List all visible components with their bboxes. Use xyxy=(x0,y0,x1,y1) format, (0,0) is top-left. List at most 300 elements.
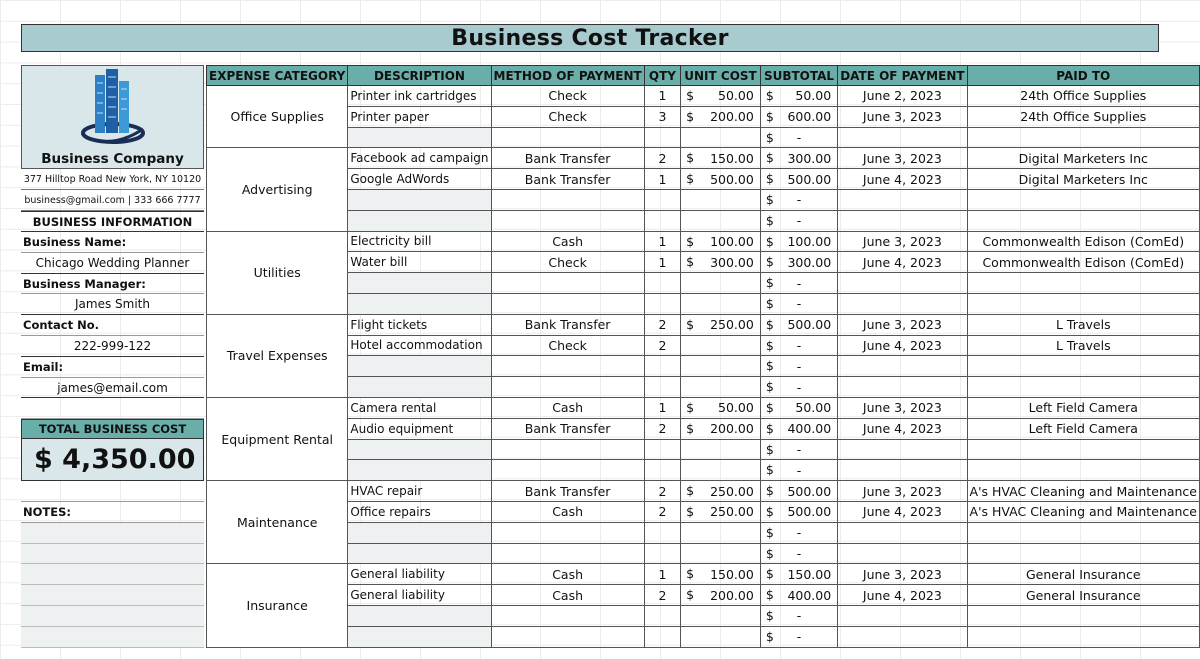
currency-symbol: $ xyxy=(765,295,774,311)
qty-cell[interactable]: 1 xyxy=(644,252,680,273)
payment-method-cell[interactable] xyxy=(491,273,644,294)
unit-cost-cell[interactable] xyxy=(681,189,761,210)
currency-symbol: $ xyxy=(765,129,774,145)
paid-to-cell[interactable]: L Travels xyxy=(967,314,1199,335)
table-row xyxy=(207,356,1200,377)
paid-to-cell[interactable] xyxy=(967,605,1199,626)
unit-cost-value: 100.00 xyxy=(710,233,754,249)
payment-method-cell[interactable]: Cash xyxy=(491,564,644,585)
unit-cost-value: 250.00 xyxy=(710,504,754,520)
description-cell[interactable]: General liability xyxy=(348,564,491,585)
paid-to-cell[interactable] xyxy=(967,626,1199,647)
payment-date-cell[interactable]: June 4, 2023 xyxy=(838,335,967,356)
expense-category-cell[interactable]: Advertising xyxy=(207,148,348,231)
description-cell[interactable] xyxy=(348,605,491,626)
col-header-paid-to: PAID TO xyxy=(967,66,1199,86)
table-row xyxy=(207,252,1200,273)
subtotal-cell[interactable] xyxy=(760,481,837,502)
unit-cost-value: 200.00 xyxy=(710,109,754,125)
unit-cost-cell[interactable] xyxy=(681,314,761,335)
currency-symbol: $ xyxy=(686,566,695,582)
description-cell[interactable]: HVAC repair xyxy=(348,481,491,502)
company-contact: business@gmail.com | 333 666 7777 xyxy=(21,190,204,211)
paid-to-cell[interactable]: Digital Marketers Inc xyxy=(967,169,1199,190)
currency-symbol: $ xyxy=(765,337,774,353)
subtotal-cell[interactable] xyxy=(760,189,837,210)
description-cell[interactable] xyxy=(348,460,491,481)
payment-date-cell[interactable] xyxy=(838,522,967,543)
total-cost-value: $ 4,350.00 xyxy=(21,439,204,481)
qty-cell[interactable]: 2 xyxy=(644,481,680,502)
table-row xyxy=(207,127,1200,148)
description-cell[interactable]: Camera rental xyxy=(348,397,491,418)
description-cell[interactable]: Facebook ad campaign xyxy=(348,148,491,169)
qty-cell[interactable] xyxy=(644,127,680,148)
left-panel xyxy=(21,65,204,648)
currency-symbol: $ xyxy=(686,150,695,166)
unit-cost-cell[interactable] xyxy=(681,585,761,606)
payment-date-cell[interactable]: June 3, 2023 xyxy=(838,314,967,335)
subtotal-cell[interactable] xyxy=(760,585,837,606)
company-name: Business Company xyxy=(21,149,204,169)
paid-to-cell[interactable] xyxy=(967,356,1199,377)
table-row xyxy=(207,418,1200,439)
payment-method-cell[interactable]: Check xyxy=(491,106,644,127)
payment-date-cell[interactable] xyxy=(838,439,967,460)
payment-method-cell[interactable]: Check xyxy=(491,335,644,356)
subtotal-value: 500.00 xyxy=(787,504,832,520)
payment-method-cell[interactable]: Check xyxy=(491,252,644,273)
notes-line[interactable] xyxy=(21,523,204,544)
subtotal-value: - xyxy=(796,441,802,457)
table-row xyxy=(207,522,1200,543)
subtotal-value: - xyxy=(796,379,802,395)
qty-cell[interactable]: 2 xyxy=(644,314,680,335)
table-row xyxy=(207,626,1200,647)
subtotal-value: - xyxy=(796,545,802,561)
unit-cost-cell[interactable] xyxy=(681,522,761,543)
qty-cell[interactable] xyxy=(644,293,680,314)
unit-cost-value: 200.00 xyxy=(710,421,754,437)
subtotal-cell[interactable] xyxy=(760,460,837,481)
qty-cell[interactable]: 2 xyxy=(644,148,680,169)
qty-cell[interactable] xyxy=(644,522,680,543)
payment-method-cell[interactable]: Cash xyxy=(491,585,644,606)
currency-symbol: $ xyxy=(765,275,774,291)
payment-date-cell[interactable]: June 3, 2023 xyxy=(838,148,967,169)
table-row xyxy=(207,86,1200,107)
currency-symbol: $ xyxy=(765,462,774,478)
unit-cost-cell[interactable] xyxy=(681,273,761,294)
subtotal-value: 50.00 xyxy=(795,88,832,104)
paid-to-cell[interactable]: Commonwealth Edison (ComEd) xyxy=(967,252,1199,273)
spacer xyxy=(21,481,204,502)
description-cell[interactable] xyxy=(348,189,491,210)
subtotal-cell[interactable] xyxy=(760,335,837,356)
payment-date-cell[interactable] xyxy=(838,460,967,481)
paid-to-cell[interactable] xyxy=(967,273,1199,294)
subtotal-value: 50.00 xyxy=(795,400,832,416)
table-row xyxy=(207,106,1200,127)
payment-date-cell[interactable] xyxy=(838,605,967,626)
table-row xyxy=(207,501,1200,522)
table-row xyxy=(207,210,1200,231)
subtotal-cell[interactable] xyxy=(760,522,837,543)
payment-method-cell[interactable] xyxy=(491,605,644,626)
paid-to-cell[interactable]: A's HVAC Cleaning and Maintenance xyxy=(967,501,1199,522)
paid-to-cell[interactable]: Left Field Camera xyxy=(967,397,1199,418)
unit-cost-cell[interactable] xyxy=(681,605,761,626)
subtotal-value: - xyxy=(796,608,802,624)
unit-cost-cell[interactable] xyxy=(681,148,761,169)
table-row xyxy=(207,564,1200,585)
table-row xyxy=(207,481,1200,502)
subtotal-cell[interactable] xyxy=(760,293,837,314)
payment-date-cell[interactable]: June 2, 2023 xyxy=(838,86,967,107)
unit-cost-cell[interactable] xyxy=(681,460,761,481)
payment-date-cell[interactable]: June 3, 2023 xyxy=(838,231,967,252)
currency-symbol: $ xyxy=(765,316,774,332)
unit-cost-value: 50.00 xyxy=(718,400,754,416)
description-cell[interactable]: Printer ink cartridges xyxy=(348,86,491,107)
subtotal-value: - xyxy=(796,275,802,291)
paid-to-cell[interactable] xyxy=(967,127,1199,148)
currency-symbol: $ xyxy=(765,566,774,582)
paid-to-cell[interactable]: 24th Office Supplies xyxy=(967,86,1199,107)
paid-to-cell[interactable]: Left Field Camera xyxy=(967,418,1199,439)
expense-table xyxy=(206,65,1200,648)
description-cell[interactable]: Google AdWords xyxy=(348,169,491,190)
paid-to-cell[interactable]: 24th Office Supplies xyxy=(967,106,1199,127)
notes-line[interactable] xyxy=(21,606,204,627)
building-logo-icon xyxy=(73,67,153,149)
payment-date-cell[interactable] xyxy=(838,543,967,564)
currency-symbol: $ xyxy=(686,420,695,436)
description-cell[interactable] xyxy=(348,626,491,647)
currency-symbol: $ xyxy=(765,108,774,124)
currency-symbol: $ xyxy=(686,316,695,332)
qty-cell[interactable] xyxy=(644,189,680,210)
qty-cell[interactable]: 2 xyxy=(644,418,680,439)
qty-cell[interactable] xyxy=(644,273,680,294)
expense-category-cell[interactable]: Maintenance xyxy=(207,481,348,564)
col-header-category: EXPENSE CATEGORY xyxy=(207,66,348,86)
payment-date-cell[interactable]: June 4, 2023 xyxy=(838,585,967,606)
subtotal-cell[interactable] xyxy=(760,273,837,294)
subtotal-cell[interactable] xyxy=(760,605,837,626)
description-cell[interactable] xyxy=(348,127,491,148)
notes-line[interactable] xyxy=(21,564,204,585)
subtotal-value: 100.00 xyxy=(787,233,832,249)
payment-date-cell[interactable] xyxy=(838,293,967,314)
payment-method-cell[interactable]: Bank Transfer xyxy=(491,481,644,502)
subtotal-cell[interactable] xyxy=(760,86,837,107)
payment-date-cell[interactable]: June 3, 2023 xyxy=(838,106,967,127)
table-row xyxy=(207,335,1200,356)
expense-category-cell[interactable]: Travel Expenses xyxy=(207,314,348,397)
notes-label: NOTES: xyxy=(21,502,204,523)
payment-method-cell[interactable] xyxy=(491,439,644,460)
payment-method-cell[interactable] xyxy=(491,210,644,231)
payment-date-cell[interactable] xyxy=(838,210,967,231)
notes-line[interactable] xyxy=(21,544,204,565)
table-row xyxy=(207,397,1200,418)
unit-cost-cell[interactable] xyxy=(681,626,761,647)
unit-cost-cell[interactable] xyxy=(681,418,761,439)
payment-method-cell[interactable]: Cash xyxy=(491,231,644,252)
qty-cell[interactable]: 2 xyxy=(644,501,680,522)
payment-date-cell[interactable]: June 3, 2023 xyxy=(838,564,967,585)
table-row xyxy=(207,460,1200,481)
qty-cell[interactable] xyxy=(644,210,680,231)
col-header-date: DATE OF PAYMENT xyxy=(838,66,967,86)
currency-symbol: $ xyxy=(686,254,695,270)
description-cell[interactable]: Flight tickets xyxy=(348,314,491,335)
notes-line[interactable] xyxy=(21,627,204,648)
spacer xyxy=(21,398,204,419)
qty-cell[interactable] xyxy=(644,356,680,377)
description-cell[interactable] xyxy=(348,273,491,294)
payment-date-cell[interactable] xyxy=(838,356,967,377)
qty-cell[interactable] xyxy=(644,439,680,460)
table-row xyxy=(207,293,1200,314)
unit-cost-value: 150.00 xyxy=(710,150,754,166)
payment-date-cell[interactable] xyxy=(838,626,967,647)
qty-cell[interactable]: 1 xyxy=(644,564,680,585)
qty-cell[interactable] xyxy=(644,460,680,481)
subtotal-cell[interactable] xyxy=(760,439,837,460)
unit-cost-cell[interactable] xyxy=(681,501,761,522)
unit-cost-cell[interactable] xyxy=(681,335,761,356)
payment-method-cell[interactable] xyxy=(491,626,644,647)
paid-to-cell[interactable]: A's HVAC Cleaning and Maintenance xyxy=(967,481,1199,502)
description-cell[interactable] xyxy=(348,543,491,564)
paid-to-cell[interactable]: Commonwealth Edison (ComEd) xyxy=(967,231,1199,252)
payment-method-cell[interactable]: Cash xyxy=(491,501,644,522)
currency-symbol: $ xyxy=(765,545,774,561)
unit-cost-cell[interactable] xyxy=(681,86,761,107)
contact-label: Contact No. xyxy=(21,315,204,336)
company-address: 377 Hilltop Road New York, NY 10120 xyxy=(21,169,204,190)
qty-cell[interactable]: 2 xyxy=(644,585,680,606)
expense-rows xyxy=(207,86,1200,648)
paid-to-cell[interactable] xyxy=(967,439,1199,460)
subtotal-cell[interactable] xyxy=(760,377,837,398)
currency-symbol: $ xyxy=(765,171,774,187)
payment-date-cell[interactable]: June 4, 2023 xyxy=(838,169,967,190)
payment-method-cell[interactable] xyxy=(491,522,644,543)
currency-symbol: $ xyxy=(765,233,774,249)
expense-category-cell[interactable]: Insurance xyxy=(207,564,348,647)
table-row xyxy=(207,189,1200,210)
subtotal-value: - xyxy=(796,358,802,374)
payment-method-cell[interactable]: Cash xyxy=(491,397,644,418)
subtotal-cell[interactable] xyxy=(760,210,837,231)
paid-to-cell[interactable] xyxy=(967,543,1199,564)
description-cell[interactable] xyxy=(348,293,491,314)
payment-method-cell[interactable]: Bank Transfer xyxy=(491,314,644,335)
subtotal-cell[interactable] xyxy=(760,106,837,127)
qty-cell[interactable] xyxy=(644,543,680,564)
subtotal-cell[interactable] xyxy=(760,543,837,564)
currency-symbol: $ xyxy=(765,358,774,374)
payment-method-cell[interactable] xyxy=(491,356,644,377)
subtotal-cell[interactable] xyxy=(760,356,837,377)
description-cell[interactable] xyxy=(348,522,491,543)
currency-symbol: $ xyxy=(686,171,695,187)
business-info-heading: BUSINESS INFORMATION xyxy=(21,211,204,232)
payment-date-cell[interactable]: June 3, 2023 xyxy=(838,481,967,502)
payment-date-cell[interactable]: June 3, 2023 xyxy=(838,397,967,418)
description-cell[interactable]: Water bill xyxy=(348,252,491,273)
qty-cell[interactable] xyxy=(644,605,680,626)
currency-symbol: $ xyxy=(686,503,695,519)
subtotal-cell[interactable] xyxy=(760,148,837,169)
payment-method-cell[interactable]: Check xyxy=(491,86,644,107)
subtotal-cell[interactable] xyxy=(760,127,837,148)
expense-category-cell[interactable]: Office Supplies xyxy=(207,86,348,148)
description-cell[interactable]: Office repairs xyxy=(348,501,491,522)
qty-cell[interactable]: 1 xyxy=(644,397,680,418)
unit-cost-cell[interactable] xyxy=(681,231,761,252)
qty-cell[interactable]: 1 xyxy=(644,169,680,190)
subtotal-cell[interactable] xyxy=(760,564,837,585)
currency-symbol: $ xyxy=(686,108,695,124)
table-row xyxy=(207,439,1200,460)
subtotal-value: 500.00 xyxy=(787,171,832,187)
unit-cost-cell[interactable] xyxy=(681,169,761,190)
paid-to-cell[interactable] xyxy=(967,460,1199,481)
subtotal-value: 400.00 xyxy=(787,421,832,437)
payment-method-cell[interactable] xyxy=(491,460,644,481)
description-cell[interactable]: Electricity bill xyxy=(348,231,491,252)
col-header-unit-cost: UNIT COST xyxy=(681,66,761,86)
subtotal-cell[interactable] xyxy=(760,501,837,522)
description-cell[interactable]: Audio equipment xyxy=(348,418,491,439)
unit-cost-cell[interactable] xyxy=(681,564,761,585)
subtotal-value: 300.00 xyxy=(787,254,832,270)
qty-cell[interactable]: 1 xyxy=(644,231,680,252)
unit-cost-cell[interactable] xyxy=(681,439,761,460)
qty-cell[interactable]: 1 xyxy=(644,86,680,107)
manager-value[interactable]: James Smith xyxy=(21,294,204,315)
notes-line[interactable] xyxy=(21,585,204,606)
payment-method-cell[interactable]: Bank Transfer xyxy=(491,148,644,169)
qty-cell[interactable]: 3 xyxy=(644,106,680,127)
qty-cell[interactable]: 2 xyxy=(644,335,680,356)
subtotal-value: - xyxy=(796,192,802,208)
payment-method-cell[interactable] xyxy=(491,543,644,564)
business-name-label: Business Name: xyxy=(21,232,204,253)
qty-cell[interactable] xyxy=(644,377,680,398)
table-row xyxy=(207,543,1200,564)
currency-symbol: $ xyxy=(765,379,774,395)
table-row xyxy=(207,231,1200,252)
paid-to-cell[interactable] xyxy=(967,210,1199,231)
subtotal-cell[interactable] xyxy=(760,418,837,439)
subtotal-cell[interactable] xyxy=(760,314,837,335)
description-cell[interactable] xyxy=(348,439,491,460)
subtotal-value: 500.00 xyxy=(787,317,832,333)
payment-date-cell[interactable]: June 4, 2023 xyxy=(838,418,967,439)
paid-to-cell[interactable] xyxy=(967,377,1199,398)
paid-to-cell[interactable]: L Travels xyxy=(967,335,1199,356)
unit-cost-value: 250.00 xyxy=(710,317,754,333)
unit-cost-cell[interactable] xyxy=(681,356,761,377)
payment-method-cell[interactable]: Bank Transfer xyxy=(491,169,644,190)
payment-method-cell[interactable] xyxy=(491,377,644,398)
col-header-method: METHOD OF PAYMENT xyxy=(491,66,644,86)
expense-category-cell[interactable]: Equipment Rental xyxy=(207,397,348,480)
currency-symbol: $ xyxy=(765,399,774,415)
subtotal-cell[interactable] xyxy=(760,169,837,190)
description-cell[interactable]: Printer paper xyxy=(348,106,491,127)
unit-cost-cell[interactable] xyxy=(681,293,761,314)
unit-cost-cell[interactable] xyxy=(681,377,761,398)
email-value[interactable]: james@email.com xyxy=(21,378,204,399)
unit-cost-value: 200.00 xyxy=(710,587,754,603)
currency-symbol: $ xyxy=(765,628,774,644)
description-cell[interactable] xyxy=(348,210,491,231)
description-cell[interactable] xyxy=(348,356,491,377)
payment-date-cell[interactable]: June 4, 2023 xyxy=(838,501,967,522)
col-header-subtotal: SUBTOTAL xyxy=(760,66,837,86)
unit-cost-cell[interactable] xyxy=(681,127,761,148)
description-cell[interactable]: General liability xyxy=(348,585,491,606)
payment-date-cell[interactable]: June 4, 2023 xyxy=(838,252,967,273)
unit-cost-value: 50.00 xyxy=(718,88,754,104)
total-cost-label: TOTAL BUSINESS COST xyxy=(21,419,204,439)
contact-value[interactable]: 222-999-122 xyxy=(21,336,204,357)
paid-to-cell[interactable] xyxy=(967,189,1199,210)
subtotal-value: - xyxy=(796,129,802,145)
payment-date-cell[interactable] xyxy=(838,273,967,294)
currency-symbol: $ xyxy=(765,88,774,103)
subtotal-cell[interactable] xyxy=(760,626,837,647)
payment-date-cell[interactable] xyxy=(838,189,967,210)
paid-to-cell[interactable] xyxy=(967,293,1199,314)
subtotal-cell[interactable] xyxy=(760,231,837,252)
paid-to-cell[interactable]: Digital Marketers Inc xyxy=(967,148,1199,169)
unit-cost-cell[interactable] xyxy=(681,106,761,127)
subtotal-value: 400.00 xyxy=(787,587,832,603)
unit-cost-cell[interactable] xyxy=(681,543,761,564)
unit-cost-cell[interactable] xyxy=(681,210,761,231)
description-cell[interactable]: Hotel accommodation xyxy=(348,335,491,356)
unit-cost-cell[interactable] xyxy=(681,397,761,418)
description-cell[interactable] xyxy=(348,377,491,398)
unit-cost-cell[interactable] xyxy=(681,252,761,273)
table-row xyxy=(207,169,1200,190)
payment-date-cell[interactable] xyxy=(838,127,967,148)
paid-to-cell[interactable]: General Insurance xyxy=(967,564,1199,585)
subtotal-value: - xyxy=(796,213,802,229)
business-name-value[interactable]: Chicago Wedding Planner xyxy=(21,253,204,274)
paid-to-cell[interactable] xyxy=(967,522,1199,543)
payment-method-cell[interactable] xyxy=(491,189,644,210)
subtotal-cell[interactable] xyxy=(760,397,837,418)
subtotal-value: - xyxy=(796,629,802,645)
payment-date-cell[interactable] xyxy=(838,377,967,398)
expense-category-cell[interactable]: Utilities xyxy=(207,231,348,314)
unit-cost-cell[interactable] xyxy=(681,481,761,502)
payment-method-cell[interactable] xyxy=(491,293,644,314)
qty-cell[interactable] xyxy=(644,626,680,647)
payment-method-cell[interactable]: Bank Transfer xyxy=(491,418,644,439)
payment-method-cell[interactable] xyxy=(491,127,644,148)
paid-to-cell[interactable]: General Insurance xyxy=(967,585,1199,606)
subtotal-cell[interactable] xyxy=(760,252,837,273)
